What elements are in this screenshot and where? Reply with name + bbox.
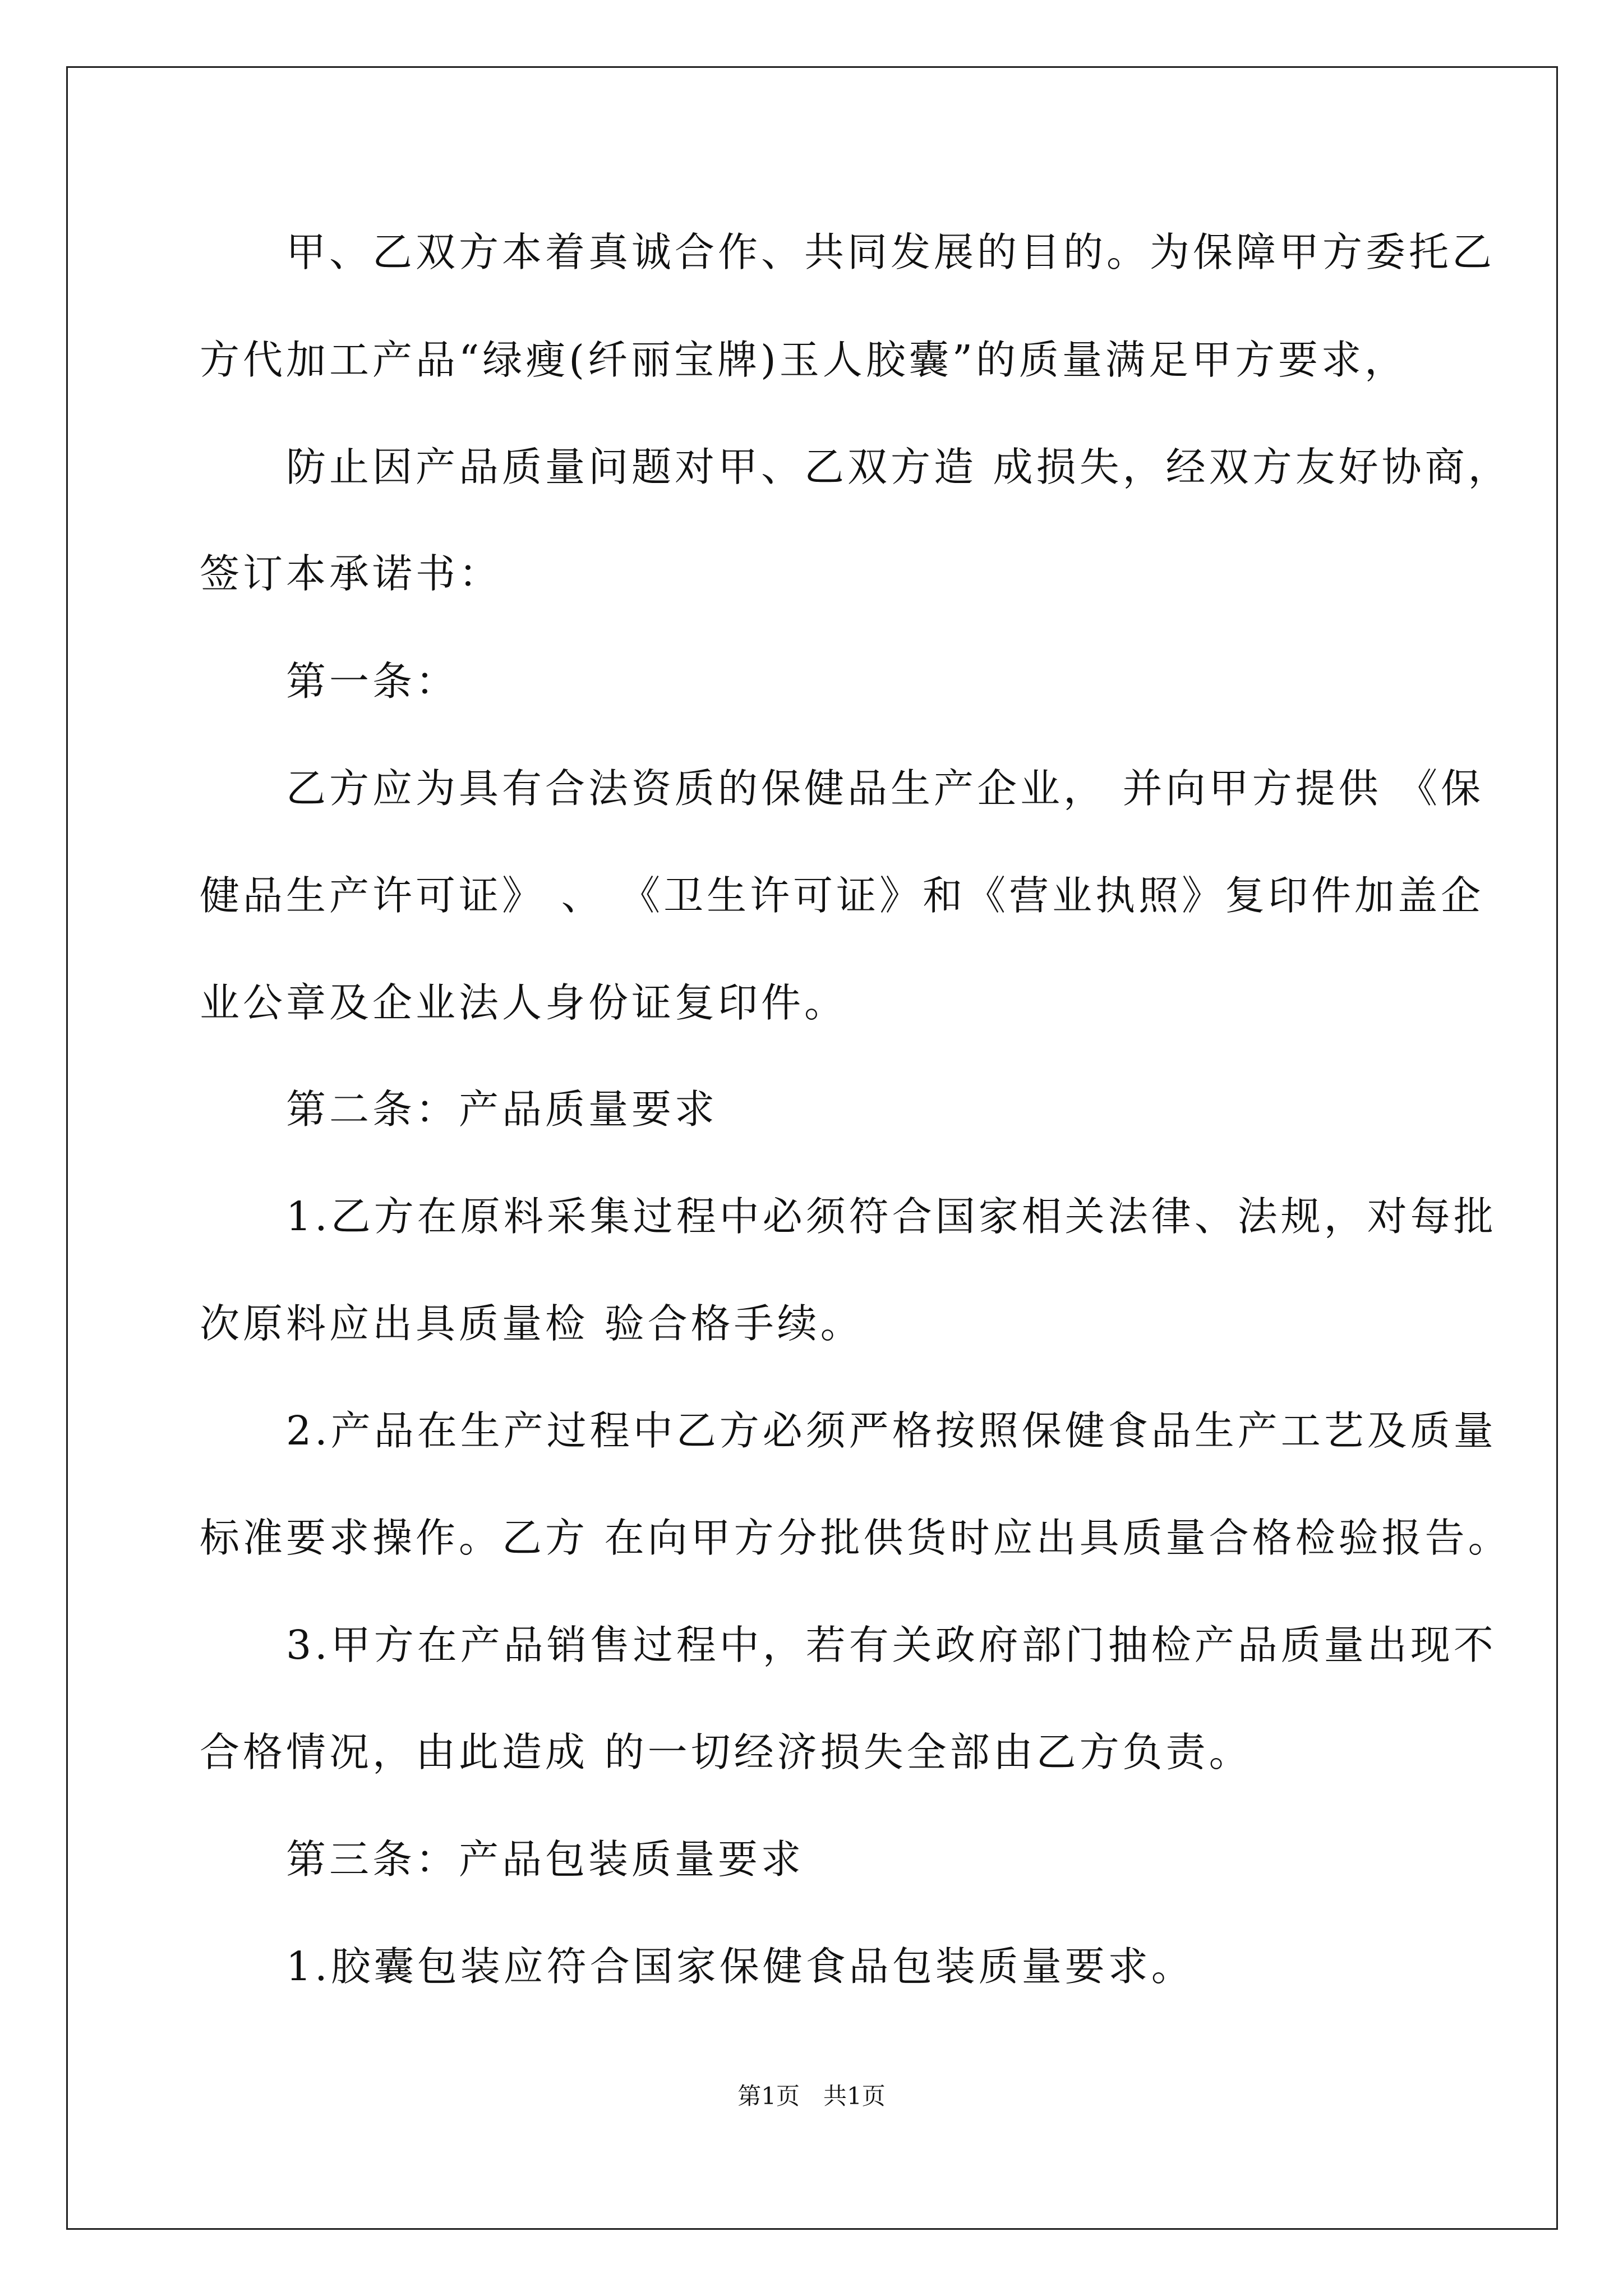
text-line: 健品生产许可证》 、 《卫生许可证》和《营业执照》复印件加盖企: [200, 872, 1484, 919]
text-line: 方代加工产品“绿瘦(纤丽宝牌)玉人胶囊”的质量满足甲方要求，: [200, 337, 1408, 383]
text-line: 第一条：: [200, 658, 459, 705]
text-line: 1.乙方在原料采集过程中必须符合国家相关法律、法规，对每批: [200, 1193, 1497, 1240]
text-line: 防止因产品质量问题对甲、乙双方造 成损失，经双方友好协商，: [200, 444, 1511, 490]
text-line: 第二条：产品质量要求: [200, 1086, 718, 1133]
text-line: 标准要求操作。乙方 在向甲方分批供货时应出具质量合格检验报告。: [200, 1515, 1511, 1561]
text-line: 次原料应出具质量检 验合格手续。: [200, 1300, 864, 1347]
text-line: 甲、乙双方本着真诚合作、共同发展的目的。为保障甲方委托乙: [200, 229, 1496, 275]
text-line: 第三条：产品包装质量要求: [200, 1836, 805, 1883]
text-line: 乙方应为具有合法资质的保健品生产企业， 并向甲方提供 《保: [200, 765, 1484, 812]
text-line: 1.胶囊包装应符合国家保健食品包装质量要求。: [200, 1943, 1195, 1990]
text-line: 3.甲方在产品销售过程中，若有关政府部门抽检产品质量出现不: [200, 1622, 1497, 1668]
page-number-footer: 第1页 共1页: [737, 2082, 886, 2110]
page-border: [66, 66, 1558, 2230]
text-line: 签订本承诺书：: [200, 550, 502, 597]
text-line: 合格情况，由此造成 的一切经济损失全部由乙方负责。: [200, 1729, 1252, 1775]
text-line: 2.产品在生产过程中乙方必须严格按照保健食品生产工艺及质量: [200, 1407, 1497, 1454]
text-line: 业公章及企业法人身份证复印件。: [200, 979, 848, 1026]
